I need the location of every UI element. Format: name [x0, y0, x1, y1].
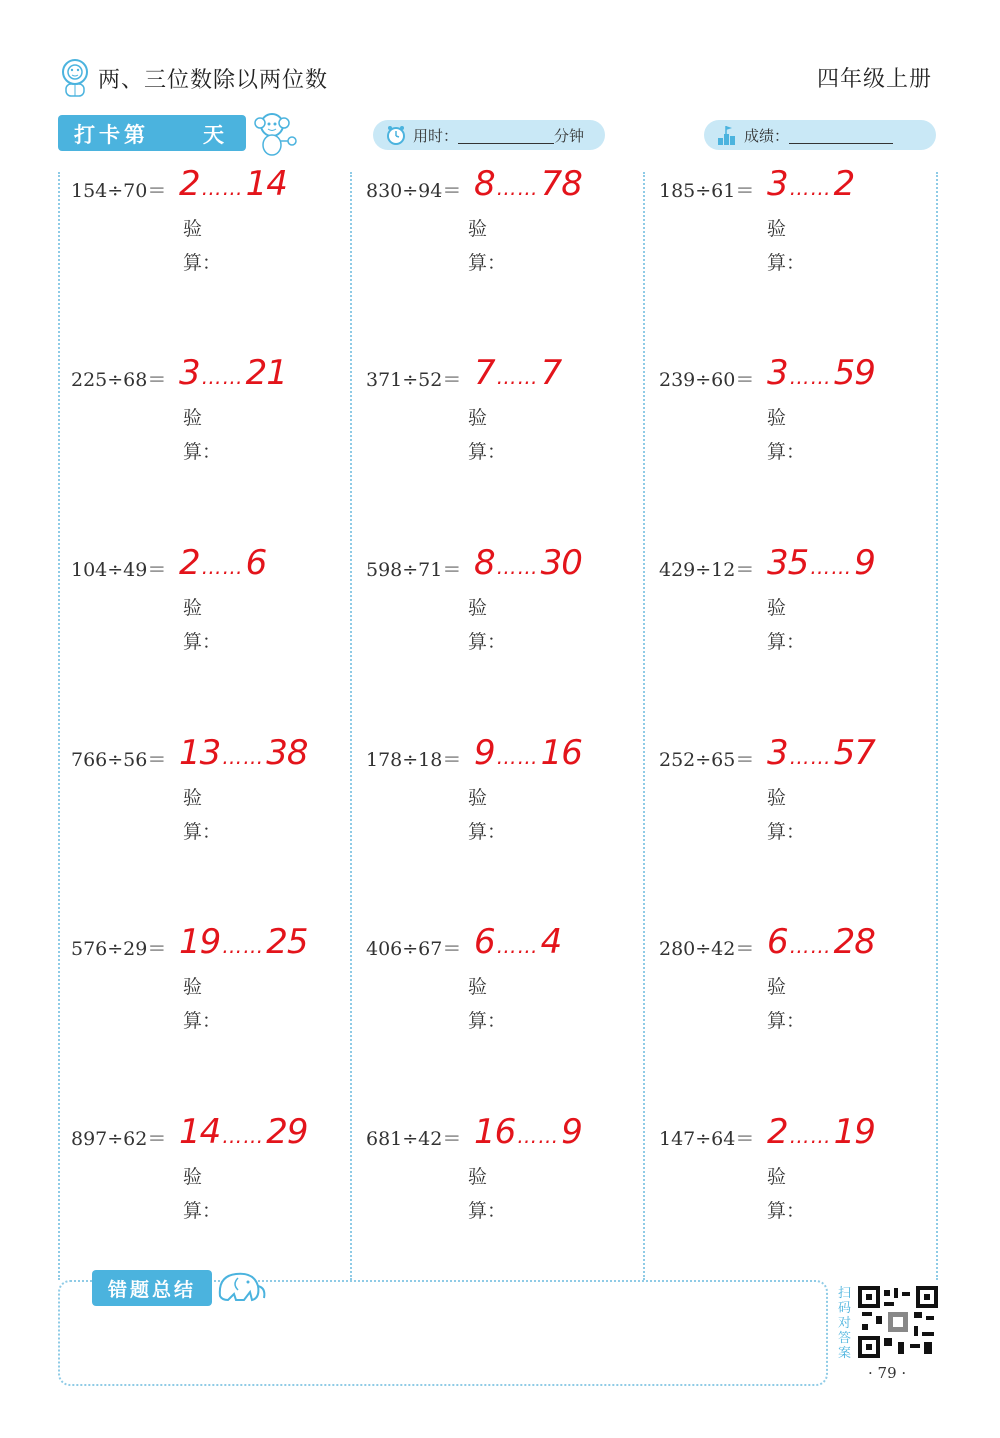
check-label-line1: 验 — [183, 787, 203, 809]
problem-item — [366, 164, 646, 296]
problem-equation: 104÷49＝ — [71, 559, 167, 581]
check-label-line1: 验 — [767, 976, 787, 998]
answer-remainder: 2 — [833, 164, 855, 204]
answer-remainder: 21 — [245, 353, 287, 393]
answer-quotient: 2 — [767, 1112, 788, 1152]
answer-ellipsis: …… — [222, 1124, 265, 1148]
page-title: 两、三位数除以两位数 — [98, 67, 329, 93]
answer-ellipsis: …… — [496, 555, 539, 579]
problem-equation: 681÷42＝ — [366, 1128, 462, 1150]
column-divider — [58, 172, 60, 1280]
answer-quotient: 7 — [474, 353, 495, 393]
handwritten-answer[interactable] — [474, 1112, 582, 1152]
check-label-line1: 验 — [183, 407, 203, 429]
handwritten-answer[interactable] — [767, 922, 875, 962]
problem-item — [71, 164, 351, 296]
answer-ellipsis: …… — [496, 745, 539, 769]
check-label-line2: 算： — [183, 631, 222, 653]
problem-equation: 406÷67＝ — [366, 938, 462, 960]
score-label: 成绩： — [744, 126, 790, 145]
answer-quotient: 3 — [179, 353, 200, 393]
problem-equation: 185÷61＝ — [659, 180, 755, 202]
check-label-line2: 算： — [183, 252, 222, 274]
check-label-line1: 验 — [767, 407, 787, 429]
problem-item — [366, 543, 646, 675]
answer-ellipsis: …… — [496, 176, 539, 200]
answer-ellipsis: …… — [789, 176, 832, 200]
answer-remainder: 7 — [540, 353, 562, 393]
answer-quotient: 8 — [474, 543, 495, 583]
problem-item — [659, 353, 939, 485]
check-label-line2: 算： — [183, 441, 222, 463]
check-label-line1: 验 — [468, 218, 488, 240]
answer-quotient: 2 — [179, 164, 200, 204]
answer-remainder: 19 — [833, 1112, 875, 1152]
answer-quotient: 16 — [474, 1112, 516, 1152]
podium-flag-icon — [716, 124, 738, 146]
handwritten-answer[interactable] — [767, 733, 875, 773]
check-label-line1: 验 — [767, 218, 787, 240]
problem-item — [366, 353, 646, 485]
answer-remainder: 16 — [540, 733, 582, 773]
answer-quotient: 8 — [474, 164, 495, 204]
handwritten-answer[interactable] — [179, 733, 308, 773]
answer-ellipsis: …… — [496, 365, 539, 389]
check-label-line1: 验 — [767, 597, 787, 619]
check-label-line1: 验 — [468, 407, 488, 429]
answer-quotient: 13 — [179, 733, 221, 773]
check-label-line2: 算： — [183, 1200, 222, 1222]
answer-quotient: 19 — [179, 922, 221, 962]
qr-code-icon[interactable] — [858, 1286, 938, 1358]
problem-equation: 280÷42＝ — [659, 938, 755, 960]
check-label-line2: 算： — [183, 821, 222, 843]
problem-item — [71, 922, 351, 1054]
answer-ellipsis: …… — [789, 745, 832, 769]
handwritten-answer[interactable] — [767, 1112, 875, 1152]
handwritten-answer[interactable] — [474, 922, 561, 962]
check-label-line1: 验 — [183, 976, 203, 998]
answer-remainder: 57 — [833, 733, 875, 773]
check-label-line2: 算： — [468, 441, 507, 463]
check-label-line2: 算： — [468, 1010, 507, 1032]
answer-quotient: 6 — [474, 922, 495, 962]
check-label-line1: 验 — [468, 787, 488, 809]
check-label-line2: 算： — [767, 1010, 806, 1032]
problem-item — [71, 1112, 351, 1244]
handwritten-answer[interactable] — [474, 733, 582, 773]
handwritten-answer[interactable] — [179, 922, 308, 962]
lion-mascot-icon — [58, 58, 92, 98]
qr-label: 扫码对答案 — [838, 1286, 852, 1361]
time-label: 用时： — [413, 126, 459, 145]
answer-remainder: 4 — [540, 922, 562, 962]
handwritten-answer[interactable] — [767, 164, 854, 204]
check-label-line1: 验 — [183, 1166, 203, 1188]
answer-ellipsis: …… — [789, 365, 832, 389]
problem-item — [366, 1112, 646, 1244]
answer-ellipsis: …… — [201, 365, 244, 389]
score-blank[interactable] — [789, 127, 893, 144]
check-label-line1: 验 — [468, 597, 488, 619]
problem-equation: 154÷70＝ — [71, 180, 167, 202]
answer-remainder: 59 — [833, 353, 875, 393]
error-summary-label: 错题总结 — [92, 1270, 212, 1306]
answer-ellipsis: …… — [517, 1124, 560, 1148]
problem-item — [71, 353, 351, 485]
check-label-line2: 算： — [468, 252, 507, 274]
answer-quotient: 3 — [767, 164, 788, 204]
problem-equation: 429÷12＝ — [659, 559, 755, 581]
answer-remainder: 29 — [266, 1112, 308, 1152]
problem-equation: 598÷71＝ — [366, 559, 462, 581]
check-label-line1: 验 — [767, 1166, 787, 1188]
check-label-line1: 验 — [183, 597, 203, 619]
answer-ellipsis: …… — [496, 934, 539, 958]
check-label-line2: 算： — [767, 252, 806, 274]
answer-quotient: 3 — [767, 353, 788, 393]
monkey-mascot-icon — [246, 111, 304, 157]
check-label-line2: 算： — [767, 631, 806, 653]
problem-equation: 897÷62＝ — [71, 1128, 167, 1150]
answer-ellipsis: …… — [222, 745, 265, 769]
time-unit: 分钟 — [554, 126, 585, 145]
handwritten-answer[interactable] — [767, 543, 875, 583]
elephant-icon — [214, 1266, 270, 1306]
check-label-line1: 验 — [767, 787, 787, 809]
answer-ellipsis: …… — [789, 934, 832, 958]
day-checkin-bar — [58, 113, 302, 157]
column-divider — [936, 172, 938, 1280]
answer-ellipsis: …… — [201, 176, 244, 200]
time-blank[interactable] — [458, 127, 554, 144]
handwritten-answer[interactable] — [179, 1112, 308, 1152]
problem-equation: 178÷18＝ — [366, 749, 462, 771]
problem-equation: 147÷64＝ — [659, 1128, 755, 1150]
check-label-line2: 算： — [767, 441, 806, 463]
problem-item — [71, 543, 351, 675]
column-divider — [643, 172, 645, 1280]
handwritten-answer[interactable] — [179, 164, 287, 204]
check-label-line2: 算： — [183, 1010, 222, 1032]
check-label-line2: 算： — [767, 1200, 806, 1222]
answer-remainder: 9 — [561, 1112, 582, 1152]
answer-remainder: 14 — [245, 164, 287, 204]
answer-remainder: 30 — [540, 543, 582, 583]
problem-item — [659, 733, 939, 865]
answer-ellipsis: …… — [810, 555, 853, 579]
time-field — [373, 120, 605, 150]
check-label-line2: 算： — [468, 821, 507, 843]
check-label-line1: 验 — [468, 1166, 488, 1188]
grade-label: 四年级上册 — [816, 67, 932, 92]
day-checkin-label: 打卡第 — [74, 123, 149, 147]
problem-item — [659, 164, 939, 296]
answer-quotient: 14 — [179, 1112, 221, 1152]
problem-equation: 830÷94＝ — [366, 180, 462, 202]
handwritten-answer[interactable] — [474, 543, 582, 583]
score-field — [704, 120, 936, 150]
check-label-line1: 验 — [183, 218, 203, 240]
header-left — [58, 52, 328, 104]
answer-remainder: 25 — [266, 922, 308, 962]
problem-equation: 576÷29＝ — [71, 938, 167, 960]
day-checkin-unit: 天 — [203, 123, 224, 147]
problem-item — [659, 922, 939, 1054]
handwritten-answer[interactable] — [179, 543, 266, 583]
handwritten-answer[interactable] — [474, 164, 582, 204]
problem-item — [366, 922, 646, 1054]
answer-remainder: 78 — [540, 164, 582, 204]
answer-quotient: 9 — [474, 733, 495, 773]
column-divider — [350, 172, 352, 1280]
answer-remainder: 38 — [266, 733, 308, 773]
answer-quotient: 3 — [767, 733, 788, 773]
answer-ellipsis: …… — [201, 555, 244, 579]
check-label-line1: 验 — [468, 976, 488, 998]
answer-quotient: 2 — [179, 543, 200, 583]
answer-remainder: 28 — [833, 922, 875, 962]
answer-remainder: 6 — [245, 543, 267, 583]
problem-item — [71, 733, 351, 865]
problem-equation: 766÷56＝ — [71, 749, 167, 771]
problem-equation: 252÷65＝ — [659, 749, 755, 771]
answer-remainder: 9 — [854, 543, 875, 583]
problem-equation: 225÷68＝ — [71, 369, 167, 391]
problem-item — [659, 543, 939, 675]
clock-icon — [385, 124, 407, 146]
check-label-line2: 算： — [468, 1200, 507, 1222]
handwritten-answer[interactable] — [179, 353, 287, 393]
answer-quotient: 6 — [767, 922, 788, 962]
handwritten-answer[interactable] — [474, 353, 561, 393]
answer-quotient: 35 — [767, 543, 809, 583]
check-label-line2: 算： — [468, 631, 507, 653]
check-label-line2: 算： — [767, 821, 806, 843]
page-number: · 79 · — [868, 1364, 907, 1382]
answer-ellipsis: …… — [222, 934, 265, 958]
handwritten-answer[interactable] — [767, 353, 875, 393]
answer-ellipsis: …… — [789, 1124, 832, 1148]
problem-equation: 239÷60＝ — [659, 369, 755, 391]
problem-item — [366, 733, 646, 865]
problem-equation: 371÷52＝ — [366, 369, 462, 391]
problem-item — [659, 1112, 939, 1244]
